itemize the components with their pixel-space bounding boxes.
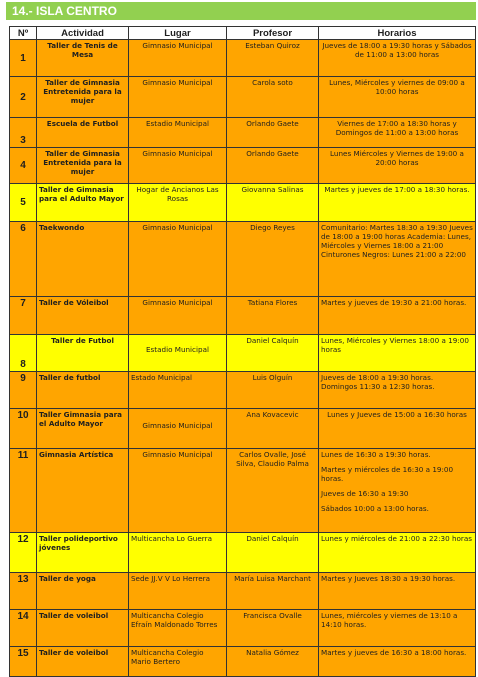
row-actividad: Taller de yoga bbox=[37, 573, 129, 610]
row-number: 6 bbox=[10, 222, 37, 297]
table-row bbox=[10, 610, 476, 647]
row-number: 1 bbox=[10, 40, 37, 77]
row-lugar: Estado Municipal bbox=[129, 372, 227, 409]
row-actividad: Taller de voleibol bbox=[37, 610, 129, 647]
row-actividad: Taller de Vóleibol bbox=[37, 297, 129, 335]
row-horarios bbox=[319, 118, 476, 148]
row-actividad: Taller de futbol bbox=[37, 372, 129, 409]
horario-line: Martes y jueves de 19:30 a 21:00 horas. bbox=[321, 298, 467, 307]
table-row bbox=[10, 449, 476, 533]
row-lugar: Multicancha Colegio Efraín Maldonado Torres bbox=[129, 610, 227, 647]
table-row bbox=[10, 118, 476, 148]
row-number: 9 bbox=[10, 372, 37, 409]
horario-line: Lunes de 16:30 a 19:30 horas. bbox=[321, 450, 431, 459]
horario-line: Jueves de 16:30 a 19:30 bbox=[321, 489, 409, 498]
row-profesor: Diego Reyes bbox=[227, 222, 319, 297]
table-row bbox=[10, 148, 476, 184]
row-lugar: Sede JJ.V V Lo Herrera bbox=[129, 573, 227, 610]
horario-line: Lunes, miércoles y viernes de 13:10 a 14:10 horas. bbox=[321, 611, 458, 629]
col-header-profesor: Profesor bbox=[227, 27, 319, 40]
col-header-actividad: Actividad bbox=[37, 27, 129, 40]
horario-line: Martes y Jueves 18:30 a 19:30 horas. bbox=[321, 574, 456, 583]
row-profesor: Orlando Gaete bbox=[227, 148, 319, 184]
row-number: 12 bbox=[10, 533, 37, 573]
row-lugar: Gimnasio Municipal bbox=[129, 409, 227, 449]
row-number: 11 bbox=[10, 449, 37, 533]
row-number: 15 bbox=[10, 647, 37, 677]
horario-line: Jueves de 18:00 a 19:30 horas y Sábados de 11:00 a 13:00 horas bbox=[322, 41, 472, 59]
horario-line: Lunes y Jueves de 15:00 a 16:30 horas bbox=[327, 410, 467, 419]
row-lugar: Hogar de Ancianos Las Rosas bbox=[129, 184, 227, 222]
row-lugar: Gimnasio Municipal bbox=[129, 40, 227, 77]
row-profesor: Daniel Calquín bbox=[227, 335, 319, 372]
horario-line: Jueves de 18:00 a 19:30 horas. bbox=[321, 373, 434, 382]
horario-line: Sábados 10:00 a 13:00 horas. bbox=[321, 504, 429, 513]
table-row bbox=[10, 533, 476, 573]
row-lugar: Estadio Municipal bbox=[129, 335, 227, 372]
row-number: 2 bbox=[10, 77, 37, 118]
row-profesor: Tatiana Flores bbox=[227, 297, 319, 335]
row-number: 10 bbox=[10, 409, 37, 449]
row-lugar: Multicancha Colegio Mario Bertero bbox=[129, 647, 227, 677]
row-number: 5 bbox=[10, 184, 37, 222]
row-profesor: Francisca Ovalle bbox=[227, 610, 319, 647]
row-horarios bbox=[319, 372, 476, 409]
row-actividad: Taller Gimnasia para el Adulto Mayor bbox=[37, 409, 129, 449]
col-header-lugar: Lugar bbox=[129, 27, 227, 40]
horario-line: Martes y miércoles de 16:30 a 19:00 horas. bbox=[321, 465, 454, 483]
row-number: 4 bbox=[10, 148, 37, 184]
col-header-horarios: Horarios bbox=[319, 27, 476, 40]
table-row bbox=[10, 40, 476, 77]
row-horarios bbox=[319, 449, 476, 533]
row-actividad: Taller de voleibol bbox=[37, 647, 129, 677]
horario-line: Domingos 11:30 a 12:30 horas. bbox=[321, 382, 435, 391]
row-actividad: Taller de Futbol bbox=[37, 335, 129, 372]
horario-line: Viernes de 17:00 a 18:30 horas y Domingos de 11:00 a 13:00 horas bbox=[335, 119, 459, 137]
row-profesor: Natalia Gómez bbox=[227, 647, 319, 677]
row-horarios bbox=[319, 40, 476, 77]
table-row bbox=[10, 184, 476, 222]
row-actividad: Taekwondo bbox=[37, 222, 129, 297]
row-horarios bbox=[319, 77, 476, 118]
row-number: 7 bbox=[10, 297, 37, 335]
row-profesor: Ana Kovacevic bbox=[227, 409, 319, 449]
row-actividad: Escuela de Futbol bbox=[37, 118, 129, 148]
row-horarios bbox=[319, 573, 476, 610]
row-profesor: Daniel Calquín bbox=[227, 533, 319, 573]
row-number: 13 bbox=[10, 573, 37, 610]
table-row bbox=[10, 647, 476, 677]
row-horarios bbox=[319, 409, 476, 449]
table-row bbox=[10, 409, 476, 449]
row-number: 14 bbox=[10, 610, 37, 647]
horario-line: Lunes y miércoles de 21:00 a 22:30 horas bbox=[321, 534, 473, 543]
row-number: 3 bbox=[10, 118, 37, 148]
table-row bbox=[10, 77, 476, 118]
horario-line: Comunitario: Martes 18:30 a 19:30 Jueves de 18:00 a 19:00 horas Academia: Lunes, Miércoles y Viernes 18:00 a 21:00 Cinturones Negros: Lunes 21:00 a 22:00 bbox=[321, 223, 473, 259]
row-profesor: Orlando Gaete bbox=[227, 118, 319, 148]
row-horarios bbox=[319, 222, 476, 297]
row-actividad: Taller polideportivo jóvenes bbox=[37, 533, 129, 573]
row-horarios bbox=[319, 297, 476, 335]
section-title: 14.- ISLA CENTRO bbox=[6, 2, 476, 20]
table-row bbox=[10, 372, 476, 409]
row-profesor: Luis Olguín bbox=[227, 372, 319, 409]
row-actividad: Taller de Gimnasia Entretenida para la mujer bbox=[37, 148, 129, 184]
schedule-table bbox=[9, 26, 476, 677]
row-lugar: Gimnasio Municipal bbox=[129, 222, 227, 297]
row-horarios bbox=[319, 184, 476, 222]
row-lugar: Estadio Municipal bbox=[129, 118, 227, 148]
horario-line: Martes y jueves de 16:30 a 18:00 horas. bbox=[321, 648, 467, 657]
col-header-num: Nº bbox=[10, 27, 37, 40]
row-horarios bbox=[319, 148, 476, 184]
row-profesor: Giovanna Salinas bbox=[227, 184, 319, 222]
horario-line: Lunes, Miércoles y viernes de 09:00 a 10:00 horas bbox=[329, 78, 465, 96]
row-horarios bbox=[319, 533, 476, 573]
row-actividad: Taller de Gimnasia para el Adulto Mayor bbox=[37, 184, 129, 222]
row-horarios bbox=[319, 335, 476, 372]
horario-line: Lunes Miércoles y Viernes de 19:00 a 20:00 horas bbox=[330, 149, 464, 167]
horario-line: Martes y jueves de 17:00 a 18:30 horas. bbox=[324, 185, 470, 194]
row-horarios bbox=[319, 647, 476, 677]
table-row bbox=[10, 297, 476, 335]
row-number: 8 bbox=[10, 335, 37, 372]
table-row bbox=[10, 573, 476, 610]
row-actividad: Taller de Tenis de Mesa bbox=[37, 40, 129, 77]
row-lugar: Gimnasio Municipal bbox=[129, 449, 227, 533]
row-profesor: Carlos Ovalle, José Silva, Claudio Palma bbox=[227, 449, 319, 533]
row-profesor: Esteban Quiroz bbox=[227, 40, 319, 77]
row-profesor: Carola soto bbox=[227, 77, 319, 118]
table-row bbox=[10, 335, 476, 372]
row-profesor: María Luisa Marchant bbox=[227, 573, 319, 610]
row-actividad: Taller de Gimnasia Entretenida para la mujer bbox=[37, 77, 129, 118]
row-lugar: Multicancha Lo Guerra bbox=[129, 533, 227, 573]
row-horarios bbox=[319, 610, 476, 647]
row-lugar: Gimnasio Municipal bbox=[129, 77, 227, 118]
table-row bbox=[10, 222, 476, 297]
table-header-row bbox=[10, 27, 476, 40]
row-actividad: Gimnasia Artística bbox=[37, 449, 129, 533]
row-lugar: Gimnasio Municipal bbox=[129, 297, 227, 335]
row-lugar: Gimnasio Municipal bbox=[129, 148, 227, 184]
horario-line: Lunes, Miércoles y Viernes 18:00 a 19:00 horas bbox=[321, 336, 469, 354]
